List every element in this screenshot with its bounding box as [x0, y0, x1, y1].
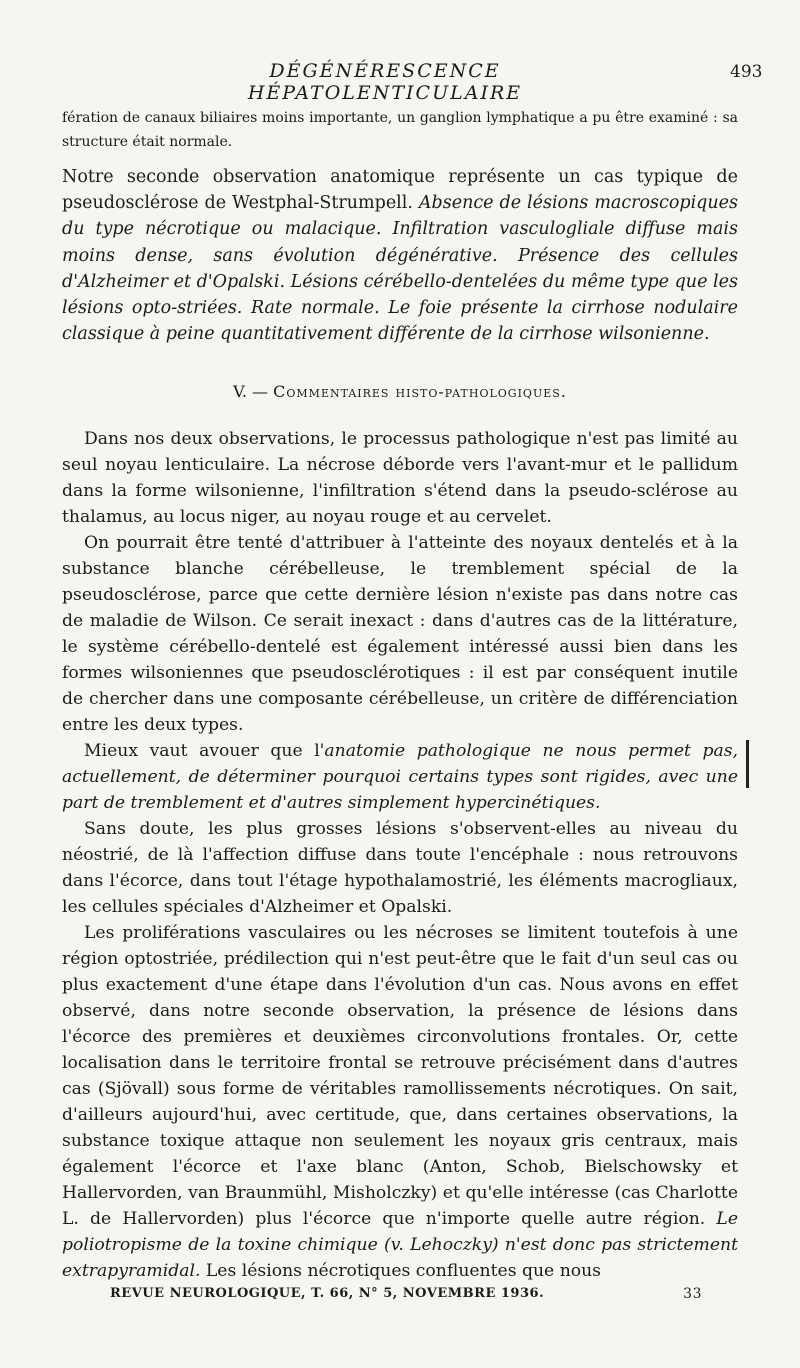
paragraph: [62, 920, 738, 1284]
margin-mark: [746, 740, 749, 788]
section-title: Commentaires histo-pathologiques.: [273, 382, 567, 401]
paragraph-tail: Les lésions nécrotiques confluentes que nous: [205, 1261, 602, 1281]
page-footer: [62, 1286, 738, 1301]
summary-italic: Absence de lésions macroscopiques du type nécrotique ou malacique. Infiltration vasculogliale diffuse mais moins dense, sans évolution dégénérative. Présence des cellules d'Alzheimer et d'Opalski. Lésions cérébello-dentelées du même type que les lésions opto-striées. Rate normale. Le foie présente la cirrhose nodulaire classique à peine quantitativement différente de la cirrhose wilsonienne.: [62, 193, 738, 345]
section-heading: [62, 382, 738, 401]
paragraph-lead: Les proliférations vasculaires ou les nécroses se limitent toutefois à une région optostriée, prédilection qui n'est peut-être que le fait d'un seul cas ou plus exactement d'une étape dans l'évolution d'un cas. Nous avons en effet observé, dans notre seconde observation, la présence de lésions dans l'écorce des premières et deuxièmes circonvolutions frontales. Or, cette localisation dans le territoire frontal se retrouve précisément dans d'autres cas (Sjövall) sous forme de véritables ramollissements nécrotiques. On sait, d'ailleurs aujourd'hui, avec certitude, que, dans certaines observations, la substance toxique attaque non seulement les noyaux gris centraux, mais également l'écorce et l'axe blanc (Anton, Schob, Bielschowsky et Hallervorden, van Braunmühl, Misholczky) et qu'elle intéresse (cas Charlotte L. de Hallervorden) plus l'écorce que n'importe quelle autre région.: [62, 923, 738, 1229]
summary-lead: Notre seconde observation anatomique représente un cas typique de pseudosclérose de Westphal-Strumpell.: [62, 167, 738, 214]
paragraph-lead: Mieux vaut avouer que l': [84, 741, 325, 761]
paragraph-italic: Le poliotropisme de la toxine chimique (v. Lehoczky) n'est donc pas strictement extrapyramidal.: [62, 1209, 738, 1281]
paragraph-italic: anatomie pathologique ne nous permet pas, actuellement, de déterminer pourquoi certains types sont rigides, avec une part de tremblement et d'autres simplement hypercinétiques.: [62, 741, 738, 813]
paragraph: Dans nos deux observations, le processus pathologique n'est pas limité au seul noyau lenticulaire. La nécrose déborde vers l'avant-mur et le pallidum dans la forme wilsonienne, l'infiltration s'étend dans la pseudo-sclérose au thalamus, au locus niger, au noyau rouge et au cervelet.: [62, 429, 738, 527]
paragraph: Sans doute, les plus grosses lésions s'observent-elles au niveau du néostrié, de là l'affection diffuse dans toute l'encéphale : nous retrouvons dans l'écorce, dans tout l'étage hypothalamostrié, les éléments macrogliaux, les cellules spéciales d'Alzheimer et Opalski.: [62, 819, 738, 917]
section-numeral: V. —: [233, 382, 269, 401]
footer-folio: 33: [683, 1286, 702, 1302]
paragraph: On pourrait être tenté d'attribuer à l'atteinte des noyaux dentelés et à la substance blanche cérébelleuse, le tremblement spécial de la pseudosclérose, parce que cette dernière lésion n'existe pas dans notre cas de maladie de Wilson. Ce serait inexact : dans d'autres cas de la littérature, le système cérébello-dentelé est également intéressé aussi bien dans les formes wilsoniennes que pseudosclérotiques : il est par conséquent inutile de chercher dans une composante cérébelleuse, un critère de différenciation entre les deux types.: [62, 533, 738, 735]
journal-citation: REVUE NEUROLOGIQUE, T. 66, N° 5, NOVEMBRE 1936.: [110, 1286, 545, 1301]
observation-summary: [62, 164, 738, 347]
paragraph: [62, 738, 738, 816]
running-title: DÉGÉNÉRESCENCE HÉPATOLENTICULAIRE: [247, 60, 523, 104]
body-text: [62, 426, 738, 1284]
continued-paragraph: fération de canaux biliaires moins importante, un ganglion lymphatique a pu être examiné : sa structure était normale.: [62, 110, 738, 150]
page-number: 493: [730, 62, 763, 82]
